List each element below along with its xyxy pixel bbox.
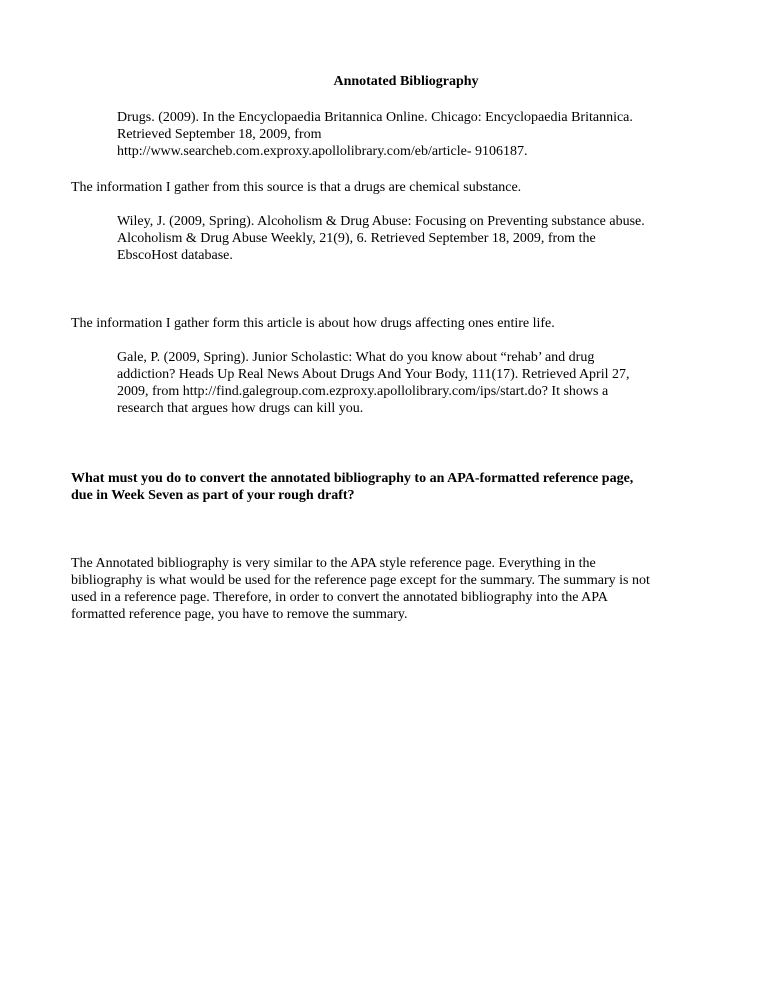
question-line: What must you do to convert the annotated bibliography to an APA-formatted reference page, <box>71 471 634 486</box>
reference-line: Gale, P. (2009, Spring). Junior Scholastic: What do you know about “rehab’ and drug <box>117 350 595 365</box>
reference-entry-2 <box>117 213 717 264</box>
reference-entry-3 <box>117 349 717 417</box>
reference-line: Wiley, J. (2009, Spring). Alcoholism & Drug Abuse: Focusing on Preventing substance abuse. <box>117 214 645 229</box>
answer-line: bibliography is what would be used for the reference page except for the summary. The summary is not <box>71 573 650 588</box>
reference-line: Drugs. (2009). In the Encyclopaedia Britannica Online. Chicago: Encyclopaedia Britannica. <box>117 110 633 125</box>
reference-line: Alcoholism & Drug Abuse Weekly, 21(9), 6. Retrieved September 18, 2009, from the <box>117 231 596 246</box>
answer-line: formatted reference page, you have to remove the summary. <box>71 607 408 622</box>
assignment-question <box>71 470 711 504</box>
answer-line: The Annotated bibliography is very similar to the APA style reference page. Everything in the <box>71 556 596 571</box>
reference-line: EbscoHost database. <box>117 248 233 263</box>
document-title <box>0 73 768 90</box>
reference-line: addiction? Heads Up Real News About Drugs And Your Body, 111(17). Retrieved April 27, <box>117 367 630 382</box>
question-line: due in Week Seven as part of your rough draft? <box>71 488 355 503</box>
reference-line: research that argues how drugs can kill you. <box>117 401 364 416</box>
answer-line: used in a reference page. Therefore, in order to convert the annotated bibliography into the APA <box>71 590 608 605</box>
reference-summary-1: The information I gather from this source is that a drugs are chemical substance. <box>71 180 522 195</box>
document-title-text: Annotated Bibliography <box>333 74 479 89</box>
assignment-answer <box>71 555 711 623</box>
reference-summary-2: The information I gather form this article is about how drugs affecting ones entire life. <box>71 316 555 331</box>
reference-line: Retrieved September 18, 2009, from <box>117 127 322 142</box>
reference-line: 2009, from http://find.galegroup.com.ezproxy.apollolibrary.com/ips/start.do? It shows a <box>117 384 609 399</box>
reference-line: http://www.searcheb.com.exproxy.apollolibrary.com/eb/article- 9106187. <box>117 144 528 159</box>
reference-entry-1 <box>117 109 717 160</box>
